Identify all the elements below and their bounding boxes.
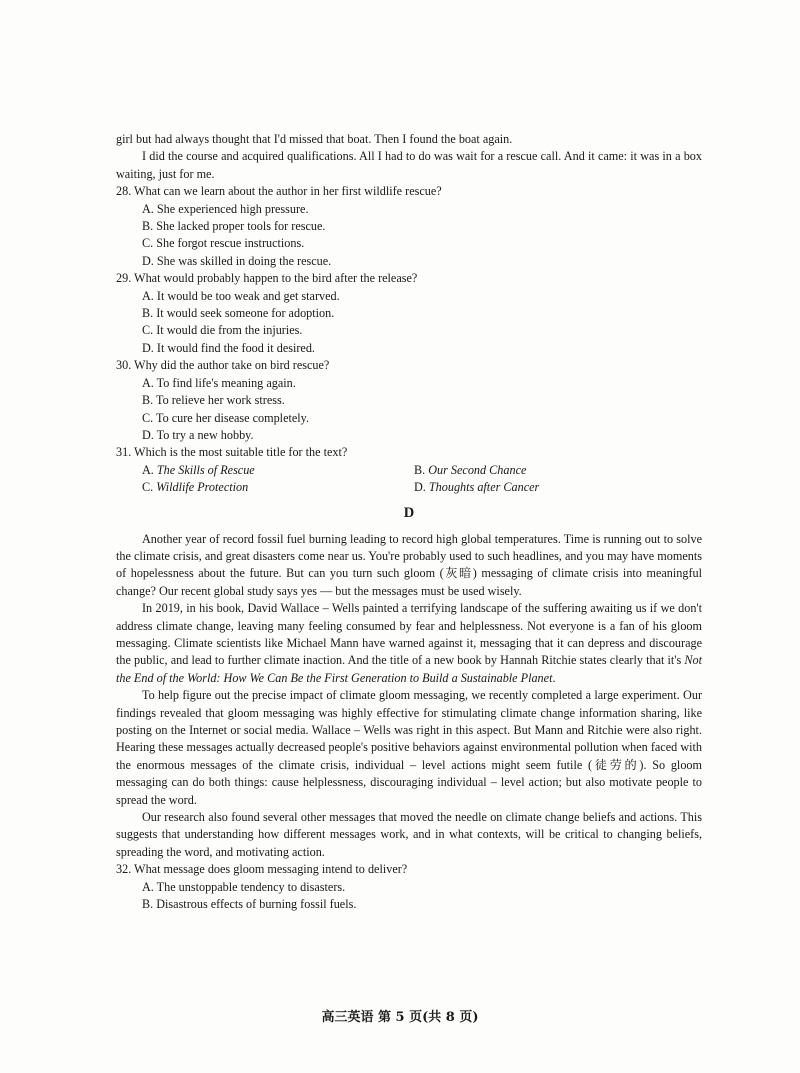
- option-title: Thoughts after Cancer: [428, 480, 540, 495]
- option-a: A. The unstoppable tendency to disasters.: [142, 879, 346, 894]
- option-c: C. She forgot rescue instructions.: [142, 236, 305, 251]
- passage-paragraph-3: To help figure out the precise impact of climate gloom messaging, we recently completed a large experiment. Our findings revealed that gloom messaging was highly effective for stimulating climate change information sharing, like posting on the Internet or social media. Wallace – Wells was right in this aspect. But Mann and Ritchie were also right. Hearing these messages actually decreased people's positive behaviors against environmental pollution when faced with the enormous messages of the climate crisis, individual – level actions might seem futile (徒劳的). So gloom messaging can do both things: cause helplessness, discouraging individual – level action; but also motivate people to spread the word.: [116, 688, 702, 807]
- options-row-2: [142, 479, 702, 496]
- question-29: [116, 270, 702, 357]
- option-c: C. It would die from the injuries.: [142, 323, 303, 338]
- question-stem: 28. What can we learn about the author in her first wildlife rescue?: [116, 184, 442, 199]
- option-a: A. She experienced high pressure.: [142, 201, 309, 216]
- option-d: [414, 479, 684, 496]
- option-b: B. Disastrous effects of burning fossil fuels.: [142, 897, 357, 912]
- option-a: [142, 462, 412, 479]
- question-stem: 31. Which is the most suitable title for the text?: [116, 445, 348, 460]
- option-b: B. She lacked proper tools for rescue.: [142, 219, 326, 234]
- passage-paragraph-4: Our research also found several other messages that moved the needle on climate change beliefs and actions. This suggests that understanding how different messages work, and in what contexts, will be critical to changing beliefs, spreading the word, and motivating action.: [116, 810, 702, 859]
- option-d: D. It would find the food it desired.: [142, 340, 315, 355]
- question-stem: 32. What message does gloom messaging intend to deliver?: [116, 862, 408, 877]
- option-letter: A.: [142, 462, 157, 477]
- option-d: D. She was skilled in doing the rescue.: [142, 253, 332, 268]
- page-footer: 高三英语 第 5 页(共 8 页): [321, 1010, 479, 1025]
- options-row-1: [142, 462, 702, 479]
- option-b: [414, 462, 684, 479]
- option-b: B. To relieve her work stress.: [142, 393, 285, 408]
- passage-paragraph-2: [116, 600, 702, 687]
- option-letter: B.: [414, 462, 429, 477]
- option-d: D. To try a new hobby.: [142, 427, 254, 442]
- question-stem: 29. What would probably happen to the bird after the release?: [116, 271, 418, 286]
- question-31: [116, 444, 702, 496]
- option-title: Our Second Chance: [428, 462, 527, 477]
- question-30: [116, 357, 702, 444]
- question-stem: 30. Why did the author take on bird rescue?: [116, 358, 330, 373]
- option-b: B. It would seek someone for adoption.: [142, 306, 335, 321]
- question-28: [116, 183, 702, 270]
- option-title: Wildlife Protection: [156, 480, 249, 495]
- option-c: C. To cure her disease completely.: [142, 410, 310, 425]
- option-c: [142, 479, 412, 496]
- option-a: A. It would be too weak and get starved.: [142, 288, 340, 303]
- question-32: [116, 861, 702, 913]
- passage-paragraph-1: Another year of record fossil fuel burning leading to record high global temperatures. Time is running out to solve the climate crisis, and great disasters come near us. You're probably used to such headlines, and you may have moments of hopelessness about the future. But can you turn such gloom (灰暗) messaging of climate crisis into meaningful change? Our recent global study says yes — but the messages must be used wisely.: [116, 531, 702, 598]
- paragraph-text: In 2019, in his book, David Wallace – Wells painted a terrifying landscape of the suffering awaiting us if we don't address climate change, leaving many feeling consumed by fear and helplessness. Not everyone is a fan of his gloom messaging. Climate scientists like Michael Mann have warned against it, messaging that it can depress and discourage the public, and lead to further climate inaction. And the title of a new book by Hannah Ritchie states clearly that it's: [116, 601, 702, 668]
- option-title: The Skills of Rescue: [156, 462, 255, 477]
- option-a: A. To find life's meaning again.: [142, 375, 296, 390]
- option-letter: C.: [142, 480, 157, 495]
- passage-d: [116, 531, 702, 862]
- intro-paragraph: I did the course and acquired qualifications. All I had to do was wait for a rescue call. And it came: it was in a box waiting, just for me.: [116, 149, 702, 181]
- paragraph-end: .: [552, 670, 556, 685]
- intro-line: girl but had always thought that I'd missed that boat. Then I found the boat again.: [116, 132, 513, 146]
- option-letter: D.: [414, 480, 429, 495]
- book-title: Not the End of the World: How We Can Be the First Generation to Build a Sustainable Planet: [116, 653, 702, 685]
- section-heading: D: [403, 504, 415, 521]
